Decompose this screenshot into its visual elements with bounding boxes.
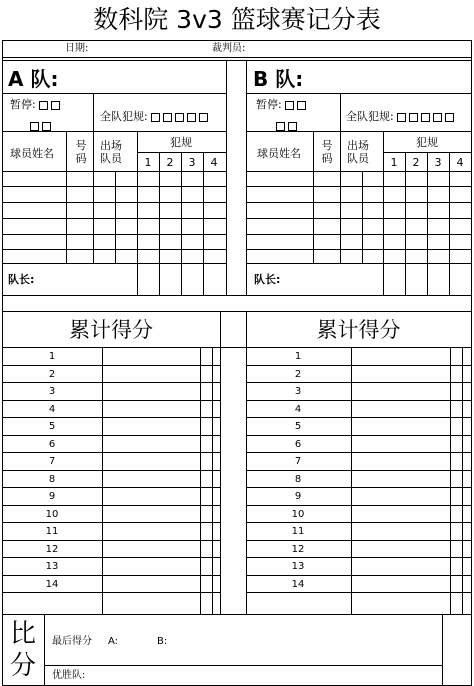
frame-right: [471, 40, 472, 686]
referee-label: 裁判员:: [212, 43, 246, 54]
team-b-timeout-boxes[interactable]: [276, 116, 300, 135]
meta-row-bottom: [2, 57, 472, 58]
team-b-header-name: 球员姓名: [257, 147, 301, 160]
team-a-name: A 队:: [8, 67, 59, 91]
team-b-header-oncourt: 出场 队员: [347, 139, 369, 165]
team-b-name: B 队:: [253, 67, 304, 91]
cumulative-row-number: 7: [48, 456, 56, 467]
team-a-header-fouls: 犯规: [170, 136, 192, 149]
date-label: 日期:: [65, 43, 89, 54]
cumulative-row-number: 9: [48, 491, 56, 502]
cumulative-row-number: 10: [291, 508, 305, 520]
cumulative-row-number: 9: [294, 491, 302, 502]
cumulative-row-number: 11: [291, 526, 305, 537]
cumulative-row-number: 8: [294, 473, 302, 485]
cumulative-row-number: 7: [294, 456, 302, 467]
team-a-foul-col: 2: [166, 156, 174, 169]
cumulative-row-number: 6: [48, 438, 56, 450]
page-title: 数科院 3v3 篮球赛记分表: [93, 5, 381, 34]
cumulative-row-number: 12: [291, 543, 305, 555]
team-b-foul-col: 4: [456, 156, 464, 169]
final-score-a[interactable]: A:: [108, 636, 119, 647]
team-b-team-foul[interactable]: 全队犯规:: [346, 110, 457, 123]
team-b-foul-col: 2: [412, 156, 420, 169]
cumulative-row-number: 5: [294, 421, 302, 432]
cumulative-row-number: 13: [45, 561, 59, 572]
team-a-header-name: 球员姓名: [10, 147, 54, 160]
cumulative-row-number: 4: [294, 403, 302, 415]
cumulative-row-number: 5: [48, 421, 56, 432]
score-label-bottom: 分: [10, 651, 37, 681]
team-b-captain-label: 队长:: [254, 273, 281, 286]
team-b-cumulative-title: 累计得分: [316, 318, 401, 342]
team-b-foul-col: 3: [434, 156, 442, 169]
team-b-header-number: 号 码: [321, 139, 333, 165]
cumulative-row-number: 13: [291, 561, 305, 572]
team-a-cumulative-title: 累计得分: [69, 318, 153, 342]
cumulative-row-number: 11: [45, 526, 59, 537]
team-a-timeout-boxes[interactable]: [30, 116, 54, 135]
cumulative-row-number: 4: [48, 403, 56, 415]
score-label-top: 比: [10, 619, 37, 649]
team-a-header-oncourt: 出场 队员: [100, 139, 122, 165]
cumulative-row-number: 14: [291, 578, 305, 590]
cumulative-row-number: 2: [294, 368, 302, 380]
team-a-foul-col: 4: [210, 156, 218, 169]
team-b-foul-col: 1: [390, 156, 398, 169]
team-a-captain-label: 队长:: [8, 273, 35, 286]
cumulative-row-number: 14: [45, 578, 59, 590]
cumulative-row-number: 1: [294, 351, 302, 362]
cumulative-row-number: 3: [48, 386, 56, 397]
meta-row-double: [2, 60, 472, 61]
cumulative-row-number: 12: [45, 543, 59, 555]
frame-top: [2, 40, 472, 41]
winner-label[interactable]: 优胜队:: [52, 670, 86, 681]
cumulative-row-number: 8: [48, 473, 56, 485]
cumulative-row-number: 10: [45, 508, 59, 520]
cumulative-row-number: 1: [48, 351, 56, 362]
team-a-timeout-label: 暂停:: [10, 98, 63, 111]
cumulative-row-number: 2: [48, 368, 56, 380]
final-score-b[interactable]: B:: [157, 636, 168, 647]
team-a-team-foul[interactable]: 全队犯规:: [100, 110, 211, 123]
frame-left: [2, 40, 3, 686]
cumulative-row-number: 3: [294, 386, 302, 397]
final-score-label: 最后得分: [52, 636, 92, 647]
team-b-header-fouls: 犯规: [416, 136, 438, 149]
team-a-foul-col: 1: [144, 156, 152, 169]
team-b-timeout-label: 暂停:: [256, 98, 309, 111]
team-a-header-number: 号 码: [75, 139, 87, 165]
cumulative-row-number: 6: [294, 438, 302, 450]
team-a-foul-col: 3: [188, 156, 196, 169]
